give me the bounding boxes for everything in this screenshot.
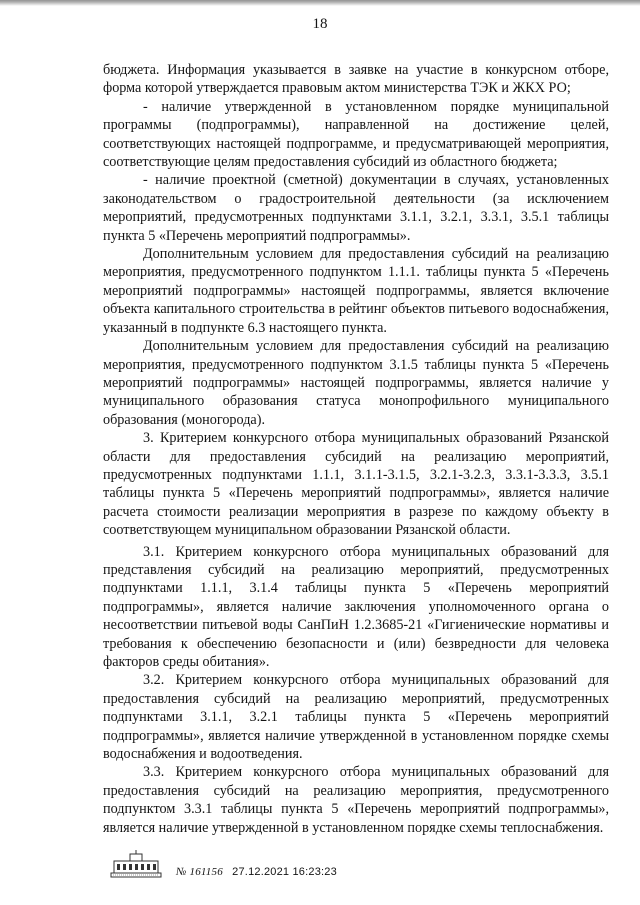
- paragraph: 3.2. Критерием конкурсного отбора муниципальных образований для предоставления субсидий на реализацию мероприятий, предусмотренных подпунктами 3.1.1, 3.2.1 таблицы пункта 5 «Перечень мероприятий подпрограммы», является наличие утвержденной в установленном порядке схемы водоснабжения и водоотведения.: [103, 672, 609, 763]
- paragraph: 3.3. Критерием конкурсного отбора муниципальных образований для предоставления субсидий на реализацию мероприятия, предусмотренного подпунктом 3.3.1 таблицы пункта 5 «Перечень мероприятий подпрограммы», является наличие утвержденной в установленном порядке схемы теплоснабжения.: [103, 764, 609, 836]
- paragraph: - наличие утвержденной в установленном порядке муниципальной программы (подпрограммы), направленной на достижение целей, соответствующих настоящей подпрограмме, и предусматривающей мероприятия, соответствующие целям предоставления субсидий из областного бюджета;: [103, 98, 609, 171]
- registration-number: № 161156: [176, 866, 223, 878]
- paragraph: Дополнительным условием для предоставления субсидий на реализацию мероприятия, предусмотренного подпунктом 3.1.5 таблицы пункта 5 «Перечень мероприятий подпрограммы» настоящей подпрограммы, является наличие у муниципального образования статуса монопрофильного муниципального образования (моногорода).: [103, 338, 609, 428]
- registration-stamp: [176, 866, 337, 878]
- paragraph: 3.1. Критерием конкурсного отбора муниципальных образований для представления субсидий на реализацию мероприятий, предусмотренных подпунктами 1.1.1, 3.1.4 таблицы пункта 5 «Перечень мероприятий подпрограммы», является наличие заключения уполномоченного органа о несоответствии питьевой воды СанПиН 1.2.3685-21 «Гигиенические нормативы и требования к обеспечению безопасности и (или) безвредности для человека факторов среды обитания».: [103, 543, 609, 670]
- government-building-stamp-icon: [110, 849, 162, 879]
- registration-datetime: 27.12.2021 16:23:23: [232, 866, 337, 878]
- paragraph: - наличие проектной (сметной) документации в случаях, установленных законодательством о градостроительной деятельности (за исключением мероприятий, предусмотренных подпунктами 3.1.1, 3.2.1, 3.3.1, 3.5.1 таблицы пункта 5 «Перечень мероприятий подпрограммы».: [103, 172, 609, 244]
- page-number: 18: [312, 16, 328, 32]
- document-body: [103, 61, 609, 837]
- document-footer: [110, 849, 510, 885]
- paragraph: бюджета. Информация указывается в заявке на участие в конкурсном отборе, форма которой утверждается правовым актом министерства ТЭК и ЖКХ РО;: [103, 62, 609, 97]
- paragraph: Дополнительным условием для предоставления субсидий на реализацию мероприятия, предусмотренного подпунктом 1.1.1. таблицы пункта 5 «Перечень мероприятий подпрограммы» настоящей подпрограммы, является включение объекта капитального строительства в рейтинг объектов питьевого водоснабжения, указанный в подпункте 6.3 настоящего пункта.: [103, 246, 609, 336]
- scan-edge: [0, 0, 640, 6]
- paragraph: 3. Критерием конкурсного отбора муниципальных образований Рязанской области для предоставления субсидий на реализацию мероприятий, предусмотренных подпунктами 1.1.1, 3.1.1-3.1.5, 3.2.1-3.2.3, 3.3.1-3.3.3, 3.5.1 таблицы пункта 5 «Перечень мероприятий подпрограммы», является наличие расчета стоимости реализации мероприятия в разрезе по каждому объекту в соответствующем муниципальном образовании Рязанской области.: [103, 430, 609, 539]
